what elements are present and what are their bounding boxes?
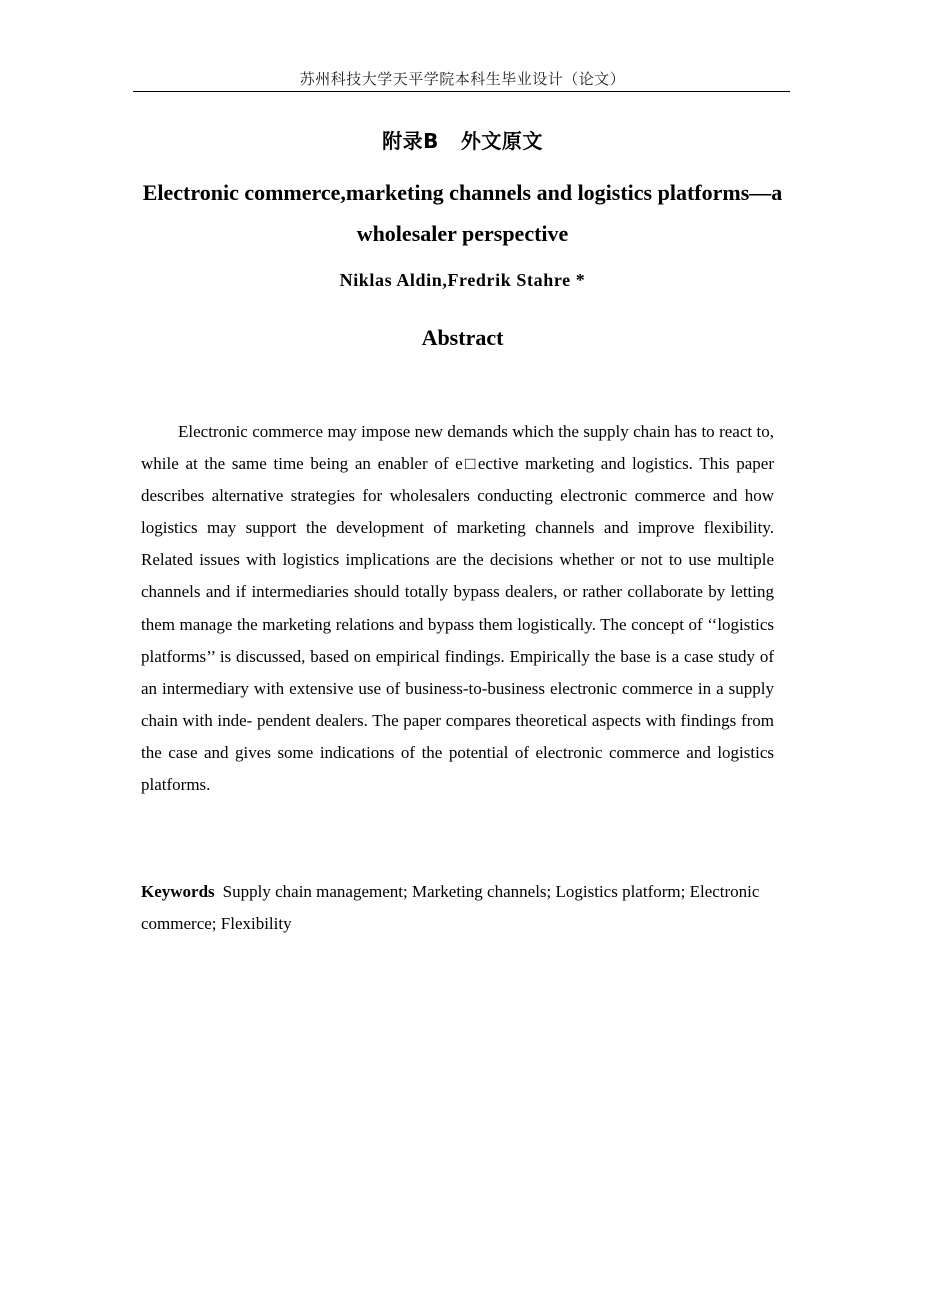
running-header: 苏州科技大学天平学院本科生毕业设计（论文） (299, 70, 626, 88)
paper-authors: Niklas Aldin,Fredrik Stahre * (339, 270, 586, 290)
paper-title: Electronic commerce,marketing channels and logistics platforms—a wholesaler perspective (142, 180, 783, 246)
abstract-body: Electronic commerce may impose new demands which the supply chain has to react to, while at the same time being an enabler of e□ective marketing and logistics. This paper describes alternative strategies for wholesalers conducting electronic commerce and how logistics may support the development of marketing channels and improve flexibility. Related issues with logistics implications are the decisions whether or not to use multiple channels and if intermediaries should totally bypass dealers, or rather collaborate by letting them manage the marketing relations and bypass them logistically. The concept of ‘‘logistics platforms’’ is discussed, based on empirical findings. Empirically the base is a case study of an intermediary with extensive use of business-to-business electronic commerce in a supply chain with inde- pendent dealers. The paper compares theoretical aspects with findings from the case and gives some indications of the potential of electronic commerce and logistics platforms. (141, 422, 774, 795)
appendix-section-title: 外文原文 (460, 129, 543, 153)
appendix-title (0, 125, 925, 154)
header-divider (133, 91, 790, 92)
keywords-text: Supply chain management; Marketing channels; Logistics platform; Electronic commerce; Flexibility (141, 882, 760, 933)
keywords-label: Keywords (141, 882, 215, 901)
abstract-heading: Abstract (421, 325, 504, 350)
appendix-label: 附录B (382, 129, 439, 153)
keywords-section (141, 876, 774, 940)
